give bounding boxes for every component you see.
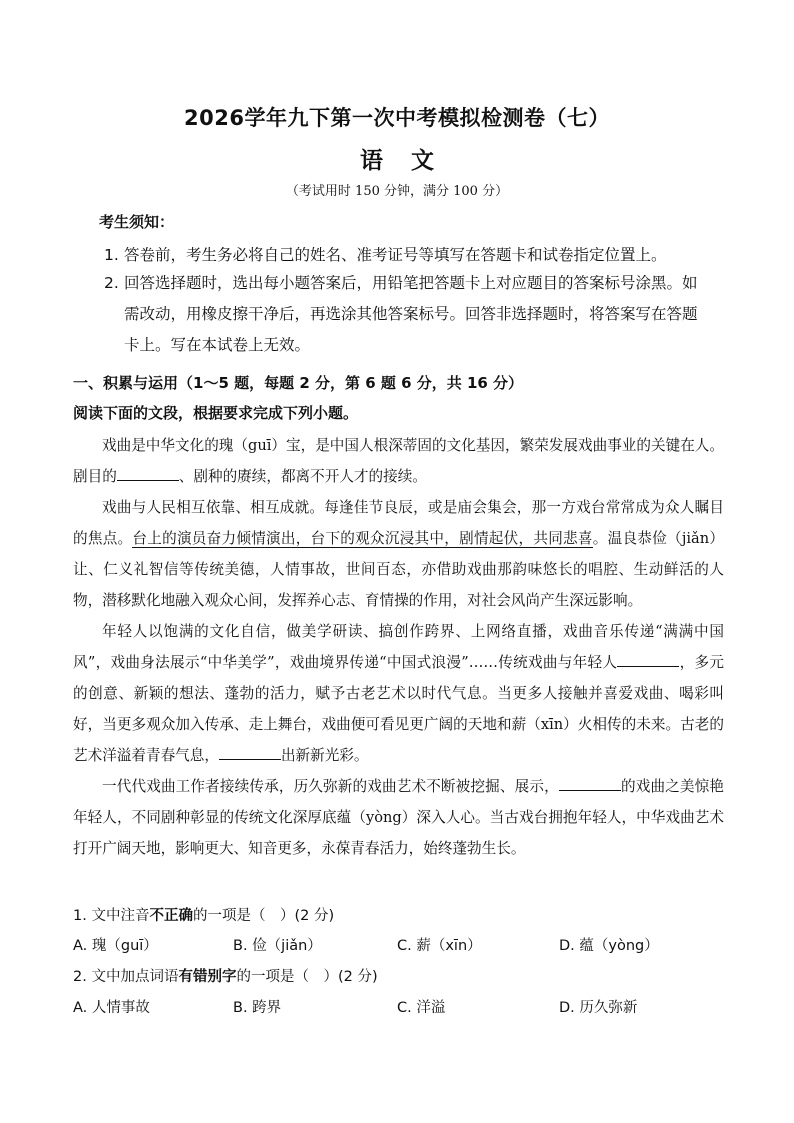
question-1-options [73,934,724,956]
fill-blank [219,745,281,760]
option-b[interactable]: B. 跨界 [233,1000,282,1016]
exam-timing: （考试用时 150 分钟，满分 100 分） [285,184,509,199]
passage-text: 的戏曲之美惊艳年轻人，不同剧种彰显的传统文化深厚底蕴（yòng）深入人心。当古戏台拥抱年轻人，中华戏曲艺术打开广阔天地，影响更大、知音更多，永葆青春活力，始终蓬勃生长。 [73,778,724,857]
passage-paragraph-3 [73,616,724,771]
question-emphasis: 不正确 [149,908,193,924]
option-b[interactable]: B. 俭（jiǎn） [233,938,322,954]
notice-item-number: 1. [104,246,119,264]
question-text: 1. 文中注音 [73,908,150,924]
passage-text: 出新新光彩。 [280,747,369,764]
option-d[interactable]: D. 蕴（yòng） [559,938,659,954]
question-2-options [73,996,724,1018]
passage-text: 戏曲是中华文化的瑰（guī）宝，是中国人根深蒂固的文化基因，繁荣发展戏曲事业的关键在人。剧目的 [73,437,724,485]
subject-title: 语文 [360,148,462,174]
option-c[interactable]: C. 洋溢 [397,1000,446,1016]
passage-text: 戏曲与人民相互依靠、相互成就。每逢佳节良辰，或是庙会集会，那一方戏台常常成为众人瞩目的焦点。 [73,499,724,547]
section-instruction: 阅读下面的文段，根据要求完成下列小题。 [73,404,359,422]
passage-text: 、剧种的赓续，都离不开人才的接续。 [178,468,427,485]
passage-text: 。温良恭俭（jiǎn）让、仁义礼智信等传统美德，人情事故，世间百态，亦借助戏曲那韵味悠长的唱腔、生动鲜活的人物，潜移默化地融入观众心间，发挥养心志、育情操的作用，对社会风尚产生深远影响。 [73,530,724,609]
question-1 [73,904,334,925]
question-2 [73,965,378,986]
fill-blank [617,652,679,667]
exam-title: 2026学年九下第一次中考模拟检测卷（七） [184,106,610,130]
passage-paragraph-4 [73,771,724,864]
notice-item-text-cont: 需改动，用橡皮擦干净后，再选涂其他答案标号。回答非选择题时，将答案写在答题 [124,305,698,323]
notice-item-text: 答卷前，考生务必将自己的姓名、准考证号等填写在答题卡和试卷指定位置上。 [124,246,667,264]
notice-item-2 [104,268,724,361]
question-text: 2. 文中加点词语 [73,969,179,985]
notice-item-text-cont: 卡上。写在本试卷上无效。 [124,336,311,354]
passage-text: 一代代戏曲工作者接续传承，历久弥新的戏曲艺术不断被挖掘、展示， [102,778,559,795]
question-emphasis: 有错别字 [178,969,237,985]
option-a[interactable]: A. 人情事故 [73,1000,150,1016]
passage-text: 年轻人以饱满的文化自信，做美学研读、搞创作跨界、上网络直播，戏曲音乐传递“满满中国风”，戏曲身法展示“中华美学”，戏曲境界传递“中国式浪漫”……传统戏曲与年轻人 [73,623,724,671]
option-c[interactable]: C. 薪（xīn） [397,938,482,954]
passage-text: ，多元的创意、新颖的想法、蓬勃的活力，赋予古老艺术以时代气息。当更多人接触并喜爱戏曲、喝彩叫好，当更多观众加入传承、走上舞台，戏曲便可看见更广阔的天地和薪（xīn）火相传的未来。古老的艺术洋溢着青春气息， [73,654,724,764]
option-a[interactable]: A. 瑰（guī） [73,938,158,954]
option-d[interactable]: D. 历久弥新 [559,1000,638,1016]
passage-paragraph-2 [73,492,724,616]
notice-heading: 考生须知： [99,213,175,231]
section-heading: 一、积累与运用（1～5 题，每题 2 分，第 6 题 6 分，共 16 分） [73,374,524,392]
fill-blank [117,466,179,481]
question-text: 的一项是（ ）(2 分) [192,908,335,924]
question-text: 的一项是（ ）(2 分) [236,969,378,985]
underlined-sentence: 台上的演员奋力倾情演出，台下的观众沉浸其中，剧情起伏，共同悲喜 [132,530,593,547]
notice-item-text: 回答选择题时，选出每小题答案后，用铅笔把答题卡上对应题目的答案标号涂黑。如 [124,274,698,292]
notice-item-1 [104,240,724,271]
fill-blank [559,776,621,791]
reading-passage [73,430,724,864]
passage-paragraph-1 [73,430,724,492]
notice-item-number: 2. [104,274,119,292]
